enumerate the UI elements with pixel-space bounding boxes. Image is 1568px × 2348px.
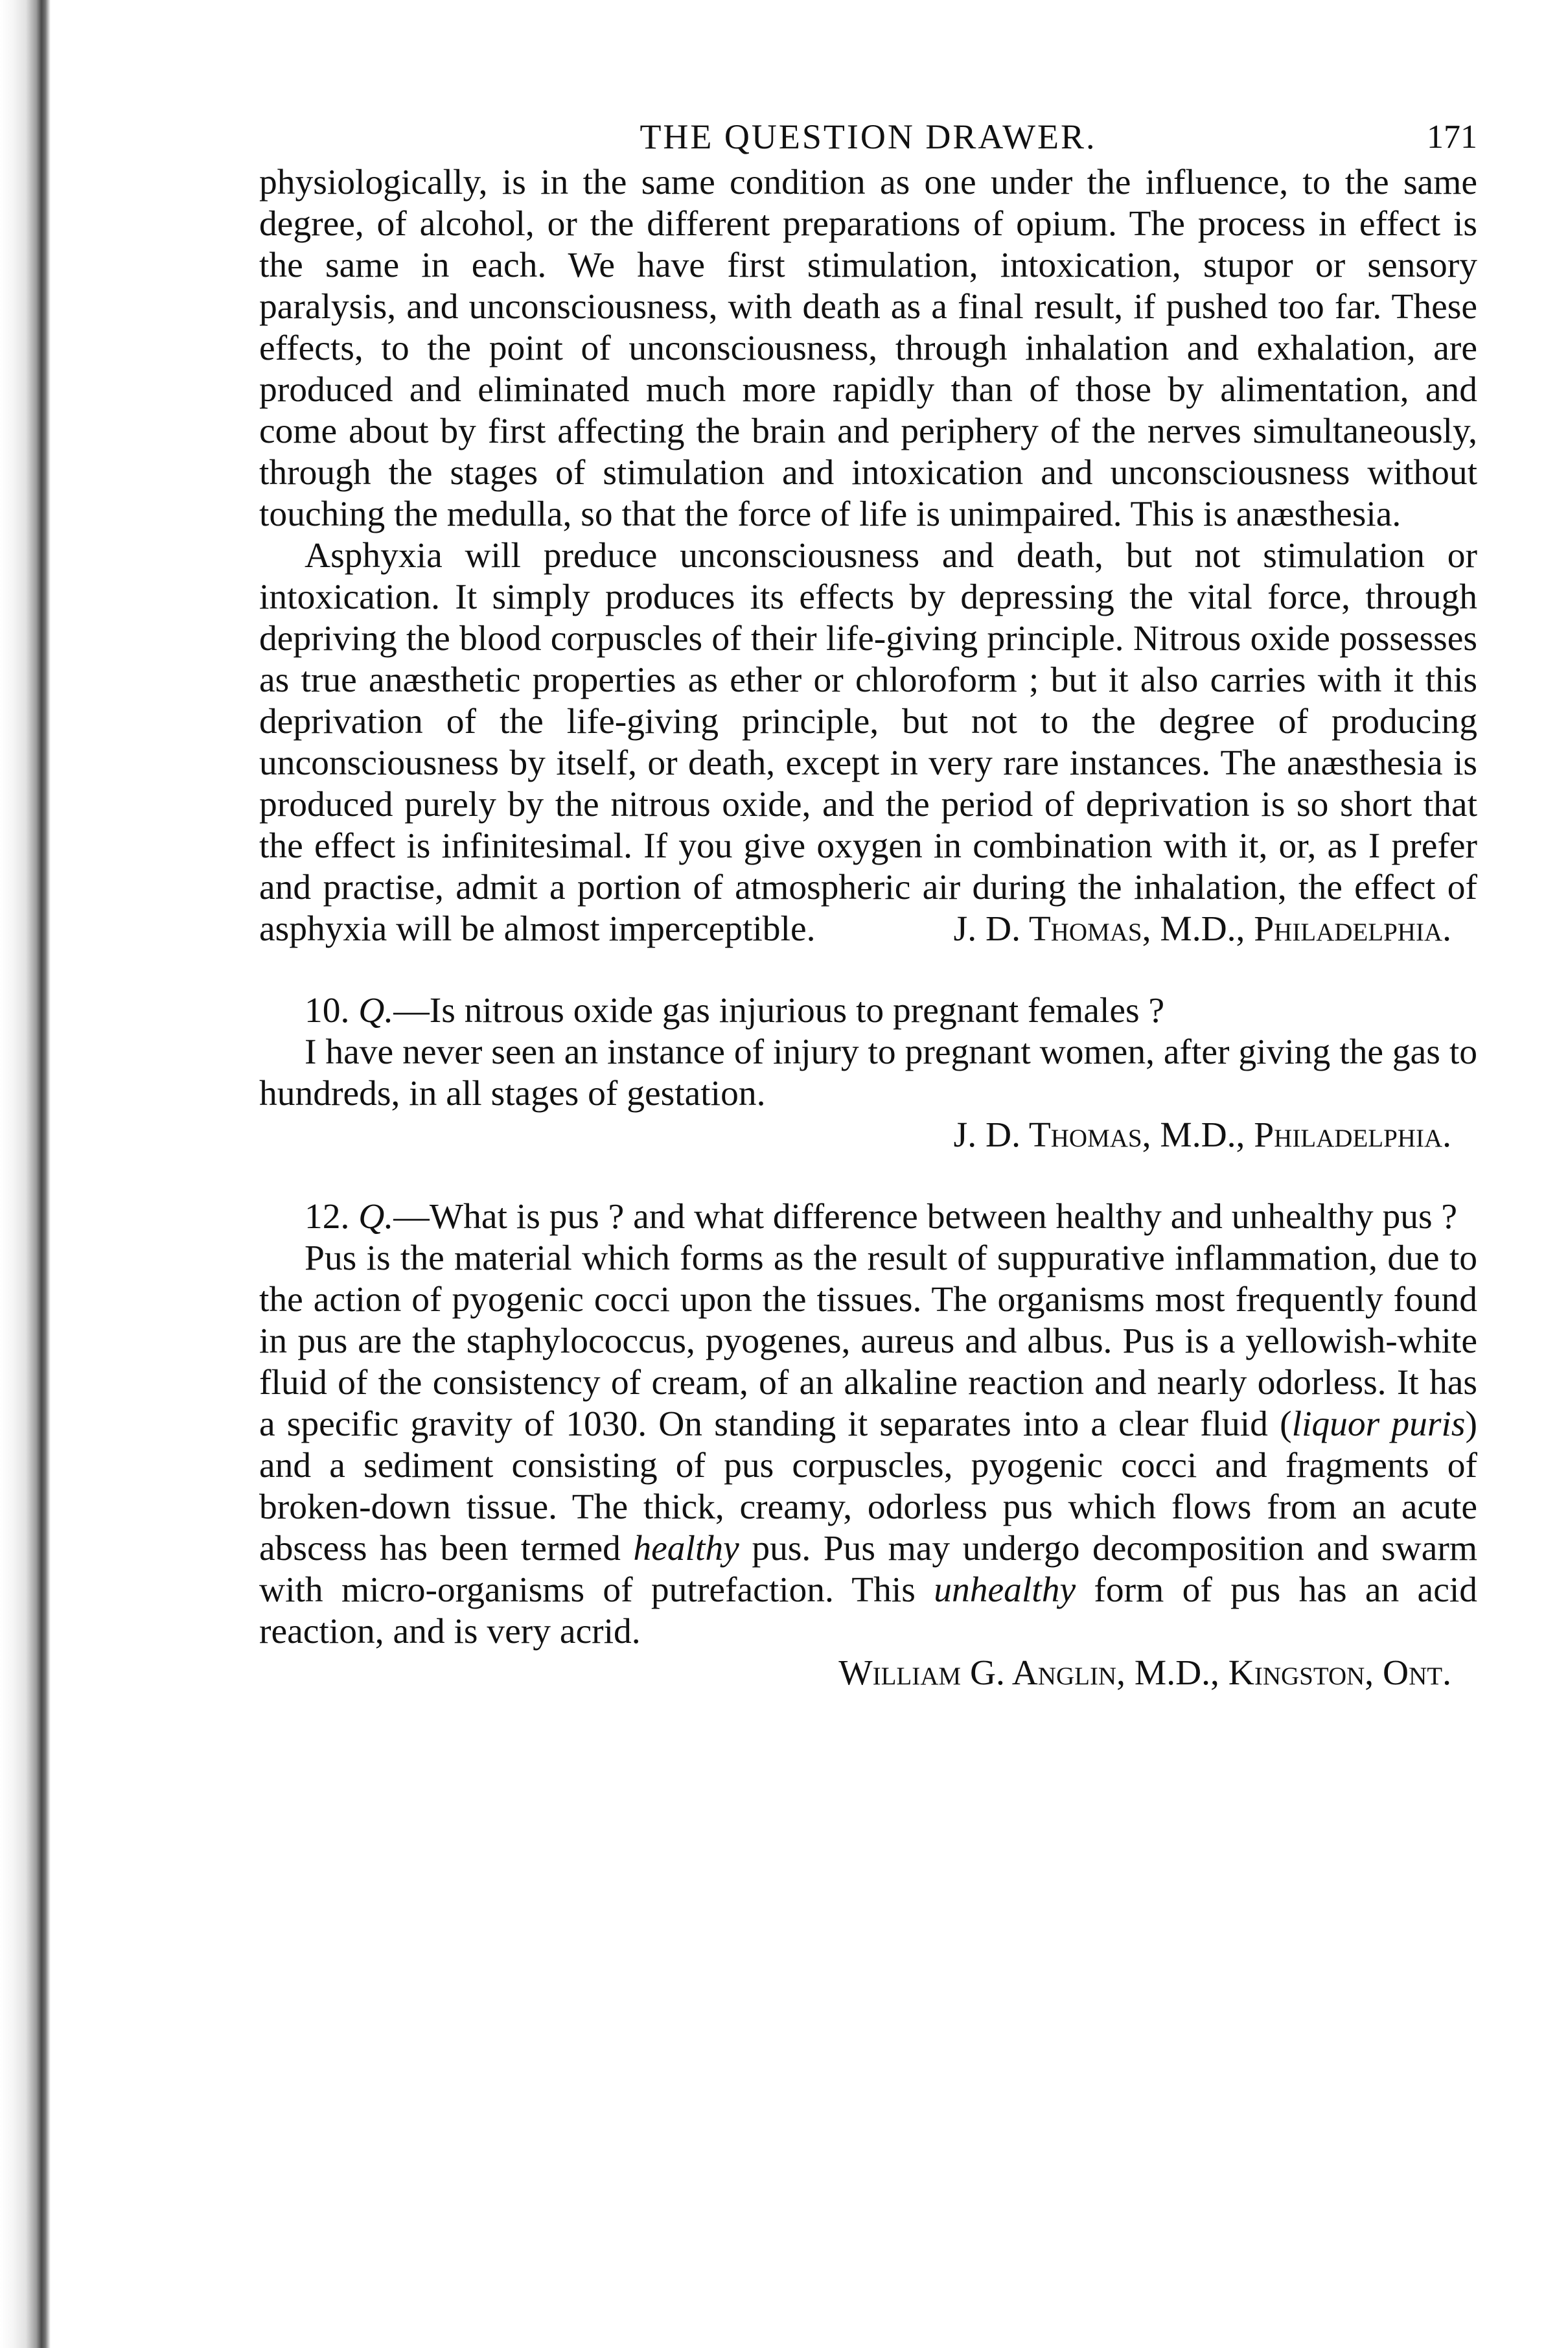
signature-anglin: William G. Anglin, M.D., Kingston, Ont.	[838, 1653, 1451, 1693]
question-label: Q.	[358, 991, 394, 1030]
answer-12-part-4: form of pus has an acid reaction, and is very acrid.	[259, 1570, 1477, 1651]
answer-12-italic-liquor-puris: liquor puris	[1291, 1404, 1466, 1444]
question-12-text	[259, 1196, 1477, 1238]
scan-binding-edge	[0, 0, 51, 2348]
question-number: 10.	[305, 991, 350, 1030]
answer-12-italic-unhealthy: unhealthy	[934, 1570, 1076, 1610]
question-number: 12.	[305, 1197, 350, 1237]
answer-10-text: I have never seen an instance of injury to pregnant women, after giving the gas to hundreds, in all stages of gestation.	[259, 1032, 1477, 1113]
paragraph-asphyxia	[259, 535, 1477, 950]
answer-12-text	[259, 1238, 1477, 1653]
question-12	[259, 1196, 1477, 1694]
section-gap	[259, 950, 1477, 990]
question-10	[259, 990, 1477, 1156]
answer-12-part-3: pus. Pus may undergo decomposition and swarm with micro-organisms of putrefaction. This	[259, 1529, 1477, 1610]
question-body: —What is pus ? and what difference between healthy and unhealthy pus ?	[393, 1197, 1458, 1237]
answer-12-part-2: ) and a sediment consisting of pus corpuscles, pyogenic cocci and fragments of broken-down tissue. The thick, creamy, odorless pus which flows from an acute abscess has been termed	[259, 1404, 1477, 1568]
answer-block-anaesthesia	[259, 162, 1477, 950]
running-header	[259, 104, 1477, 162]
running-title: THE QUESTION DRAWER.	[640, 117, 1097, 156]
question-10-text	[259, 990, 1477, 1032]
paragraph-anaesthesia: physiologically, is in the same condition as one under the influence, to the same degree, of alcohol, or the different preparations of opium. The process in effect is the same in each. We have first stimulation, intoxication, stupor or sensory paralysis, and unconsciousness, with death as a final result, if pushed too far. These effects, to the point of unconsciousness, through inhalation and exhalation, are produced and eliminated much more rapidly than of those by alimentation, and come about by first affecting the brain and periphery of the nerves simultaneously, through the stages of stimulation and intoxication and unconsciousness without touching the medulla, so that the force of life is unimpaired. This is anæsthesia.	[259, 163, 1477, 534]
answer-12-part-1: Pus is the material which forms as the result of suppurative inflammation, due to the action of pyogenic cocci upon the tissues. The organisms most frequently found in pus are the staphylococcus, pyogenes, aureus and albus. Pus is a yellowish-white fluid of the consistency of cream, of an alkaline reaction and nearly odorless. It has a specific gravity of 1030. On standing it separates into a clear fluid (	[259, 1238, 1477, 1444]
question-label: Q.	[358, 1197, 394, 1237]
question-body: —Is nitrous oxide gas injurious to pregnant females ?	[393, 991, 1165, 1030]
signature-thomas-2: J. D. Thomas, M.D., Philadelphia.	[953, 1115, 1451, 1155]
answer-12-italic-healthy: healthy	[633, 1529, 739, 1568]
page	[259, 104, 1477, 1694]
section-gap	[259, 1156, 1477, 1196]
page-number: 171	[1427, 119, 1477, 156]
signature-thomas-1: J. D. Thomas, M.D., Philadelphia.	[953, 909, 1451, 949]
paragraph-asphyxia-text: Asphyxia will preduce unconsciousness and death, but not stimulation or intoxication. It simply produces its effects by depressing the vital force, through depriving the blood corpuscles of their life-giving principle. Nitrous oxide possesses as true anæsthetic properties as ether or chloroform ; but it also carries with it this deprivation of the life-giving principle, but not to the degree of producing unconsciousness by itself, or death, except in very rare instances. The anæsthesia is produced purely by the nitrous oxide, and the period of deprivation is so short that the effect is infinitesimal. If you give oxygen in combination with it, or, as I prefer and practise, admit a portion of atmospheric air during the inhalation, the effect of asphyxia will be almost imperceptible.	[259, 536, 1477, 949]
